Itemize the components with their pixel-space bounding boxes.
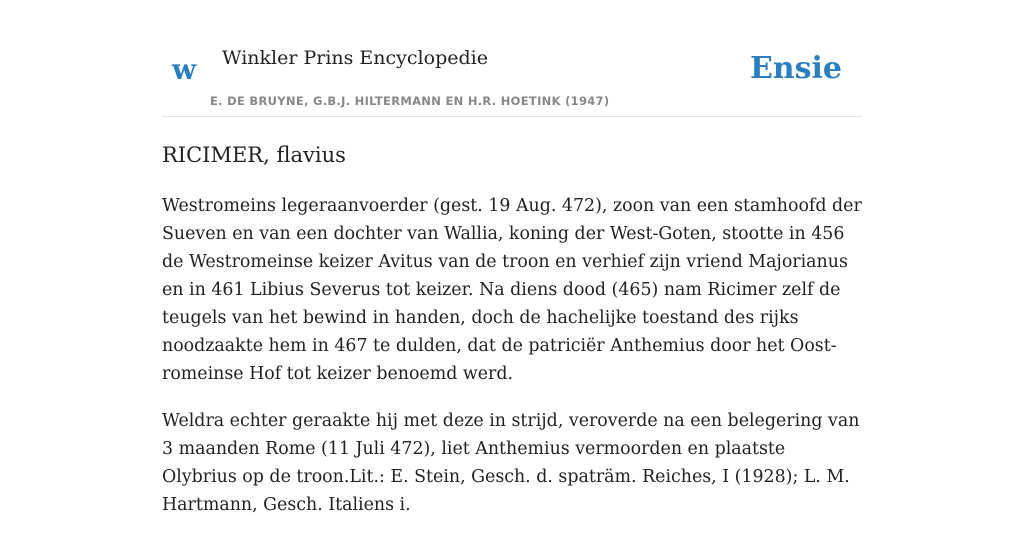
winkler-prins-logo[interactable]: w: [172, 53, 197, 86]
ensie-logo[interactable]: Ensie: [749, 51, 842, 86]
source-title[interactable]: Winkler Prins Encyclopedie: [222, 47, 488, 69]
site-header: [162, 0, 862, 117]
article-paragraph: Westromeins legeraanvoerder (gest. 19 Aug. 472), zoon van een stamhoofd der Sueven en van een dochter van Wallia, koning der West-Goten, stootte in 456 de Westromeinse keizer Avitus van de troon en verhief zijn vriend Majorianus en in 461 Libius Severus tot keizer. Na diens dood (465) nam Ricimer zelf de teugels van het bewind in handen, doch de hachelijke toestand des rijks noodzaakte hem in 467 te dulden, dat de patriciër Anthemius door het Oost-romeinse Hof tot keizer benoemd werd.: [162, 196, 862, 384]
page: [162, 0, 862, 515]
article-body: [162, 192, 862, 538]
article-title: RICIMER, flavius: [162, 143, 346, 167]
source-authors: E. DE BRUYNE, G.B.J. HILTERMANN EN H.R. HOETINK (1947): [210, 94, 610, 108]
article-paragraph: Weldra echter geraakte hij met deze in strijd, veroverde na een belegering van 3 maanden Rome (11 Juli 472), liet Anthemius vermoorden en plaatste Olybrius op de troon.Lit.: E. Stein, Gesch. d. spaträm. Reiches, I (1928); L. M. Hartmann, Gesch. Italiens i.: [162, 411, 860, 515]
